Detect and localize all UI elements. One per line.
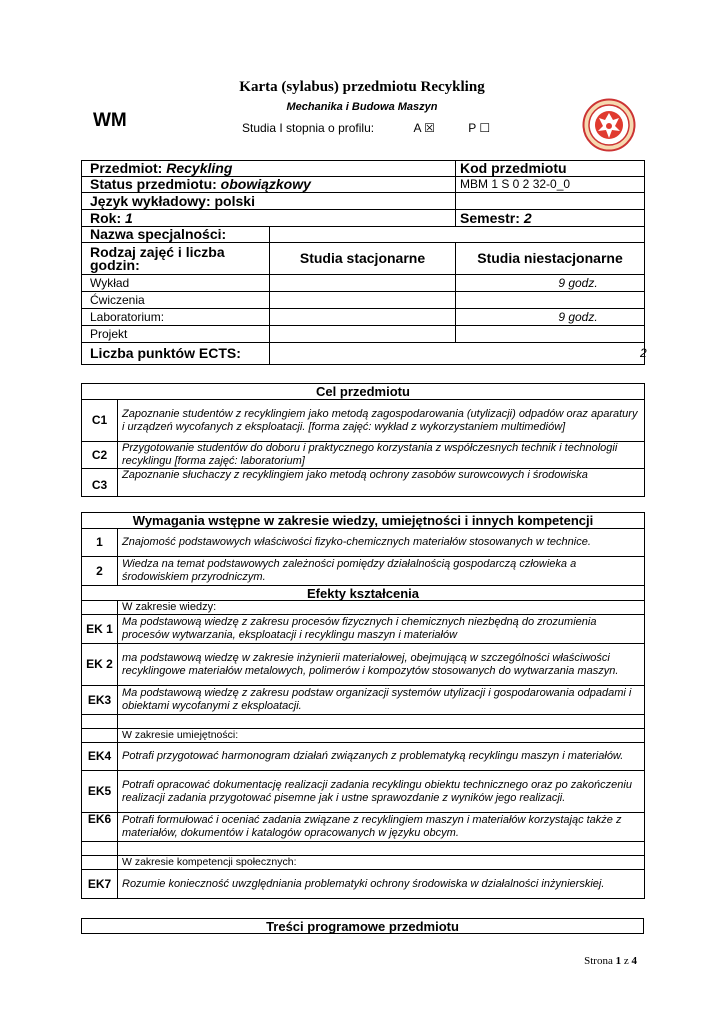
ects-label: Liczba punktów ECTS:	[82, 343, 270, 365]
outcome-code: EK6	[82, 813, 118, 842]
class-row-part	[456, 292, 645, 309]
goal-code: C2	[82, 442, 118, 469]
subject-info-table	[81, 160, 645, 365]
outcome-text: Potrafi przygotować harmonogram działań związanych z problematyką recyklingu maszyn i materiałów.	[118, 743, 645, 771]
outcome-text: Potrafi opracować dokumentację realizacji zadania recyklingu obiektu technicznego oraz po zakończeniu realizacji zadania przygotować pisemne jak i ustne sprawozdanie z wyników jego realizacji.	[118, 771, 645, 813]
social-label: W zakresie kompetencji społecznych:	[118, 856, 645, 870]
year-label: Rok:	[90, 209, 122, 226]
class-row-part: 9 godz.	[456, 275, 645, 292]
requirements-title: Wymagania wstępne w zakresie wiedzy, umiejętności i innych kompetencji	[82, 513, 645, 529]
outcome-code: EK3	[82, 686, 118, 715]
empty-cell	[82, 729, 118, 743]
class-row-part: 9 godz.	[456, 309, 645, 326]
university-emblem-icon	[582, 98, 636, 152]
knowledge-label: W zakresie wiedzy:	[118, 601, 645, 615]
footer-sep: z	[623, 955, 629, 967]
specialty-text: Nazwa specjalności:	[90, 226, 227, 242]
class-row-full	[270, 275, 456, 292]
document-title: Karta (sylabus) przedmiotu Recykling	[239, 79, 485, 95]
outcome-code: EK5	[82, 771, 118, 813]
profile-option-a: A ☒	[413, 121, 435, 135]
language-cell	[82, 193, 456, 210]
class-row-full	[270, 292, 456, 309]
program-table	[81, 918, 644, 934]
ects-value: 2	[270, 343, 645, 365]
requirement-code: 1	[82, 529, 118, 557]
status-cell	[82, 177, 456, 193]
language-text: Język wykładowy: polski	[90, 192, 255, 209]
footer-page: 1	[615, 955, 622, 967]
status-value: obowiązkowy	[220, 176, 311, 192]
footer-label: Strona	[584, 955, 613, 967]
class-type-label: Rodzaj zajęć i liczba godzin:	[82, 243, 270, 275]
empty-cell	[118, 715, 645, 729]
code-label: Kod przedmiotu	[456, 161, 645, 177]
year-value: 1	[125, 209, 133, 226]
class-row-full	[270, 326, 456, 343]
class-row-name: Projekt	[82, 326, 270, 343]
subject-label: Przedmiot:	[90, 160, 163, 176]
page-footer	[584, 955, 637, 967]
program-title: Treści programowe przedmiotu	[82, 919, 644, 934]
footer-total: 4	[631, 955, 637, 967]
class-row-name: Wykład	[82, 275, 270, 292]
class-row-part	[456, 326, 645, 343]
year-cell	[82, 210, 456, 227]
code-value: MBM 1 S 0 2 32-0_0	[456, 177, 645, 193]
outcome-text: Potrafi formułować i oceniać zadania związane z recyklingiem maszyn i materiałów korzystając także z materiałów, dokumentów i katalogów opracowanych w języku obcym.	[118, 813, 645, 842]
document-subtitle: Mechanika i Budowa Maszyn	[286, 101, 438, 113]
empty-cell	[82, 601, 118, 615]
outcome-text: Rozumie konieczność uwzględniania problematyki ochrony środowiska w działalności inżynierskiej.	[118, 870, 645, 899]
requirements-outcomes-table	[81, 512, 645, 899]
outcome-code: EK 1	[82, 615, 118, 644]
outcome-text: Ma podstawową wiedzę z zakresu podstaw organizacji systemów utylizacji i gospodarowania odpadami i obiektami wycofanymi z eksploatacji.	[118, 686, 645, 715]
outcome-code: EK7	[82, 870, 118, 899]
empty-cell	[82, 715, 118, 729]
class-row-name: Ćwiczenia	[82, 292, 270, 309]
empty-cell	[82, 856, 118, 870]
semester-label: Semestr:	[460, 209, 520, 226]
outcomes-title: Efekty kształcenia	[82, 586, 645, 601]
goals-table	[81, 383, 645, 497]
subject-value: Recykling	[166, 160, 233, 176]
specialty-value	[270, 227, 645, 243]
full-time-header: Studia stacjonarne	[270, 243, 456, 275]
goal-text: Przygotowanie studentów do doboru i praktycznego korzystania z współczesnych technik i technologii recyklingu [forma zajęć: laboratorium]	[118, 442, 645, 469]
skills-label: W zakresie umiejętności:	[118, 729, 645, 743]
semester-value: 2	[523, 209, 532, 226]
profile-option-p: P ☐	[468, 121, 491, 135]
requirement-text: Znajomość podstawowych właściwości fizyko-chemicznych materiałów stosowanych w technice.	[118, 529, 645, 557]
outcome-code: EK4	[82, 743, 118, 771]
outcome-text: Ma podstawową wiedzę z zakresu procesów fizycznych i chemicznych niezbędną do zrozumienia procesów wytwarzania, eksploatacji i recyklingu maszyn i materiałów	[118, 615, 645, 644]
goal-code: C1	[82, 400, 118, 442]
goals-title: Cel przedmiotu	[82, 384, 645, 400]
subject-cell	[82, 161, 456, 177]
status-label: Status przedmiotu:	[90, 176, 217, 192]
class-row-full	[270, 309, 456, 326]
part-time-header: Studia niestacjonarne	[456, 243, 645, 275]
outcome-text: ma podstawową wiedzę w zakresie inżynierii materiałowej, obejmującą w szczególności właściwości recyklingowe materiałów metalowych, polimerów i kompozytów stosowanych do wytwarzania maszyn.	[118, 644, 645, 686]
class-row-name: Laboratorium:	[82, 309, 270, 326]
empty-cell	[118, 842, 645, 856]
goal-code: C3	[82, 469, 118, 497]
empty-cell	[82, 842, 118, 856]
requirement-code: 2	[82, 557, 118, 586]
goal-text: Zapoznanie słuchaczy z recyklingiem jako metodą ochrony zasobów surowcowych i środowiska	[118, 469, 645, 497]
faculty-logo-text: WM	[93, 110, 127, 131]
semester-cell	[456, 210, 645, 227]
study-profile	[242, 121, 490, 135]
outcome-code: EK 2	[82, 644, 118, 686]
empty-cell	[456, 193, 645, 210]
requirement-text: Wiedza na temat podstawowych zależności pomiędzy działalnością gospodarczą człowieka a środowiskiem przyrodniczym.	[118, 557, 645, 586]
profile-label: Studia I stopnia o profilu:	[242, 121, 375, 135]
goal-text: Zapoznanie studentów z recyklingiem jako metodą zagospodarowania (utylizacji) odpadów oraz aparatury i urządzeń wycofanych z eksploatacji. [forma zajęć: wykład z wykorzystaniem multimediów]	[118, 400, 645, 442]
specialty-label	[82, 227, 270, 243]
